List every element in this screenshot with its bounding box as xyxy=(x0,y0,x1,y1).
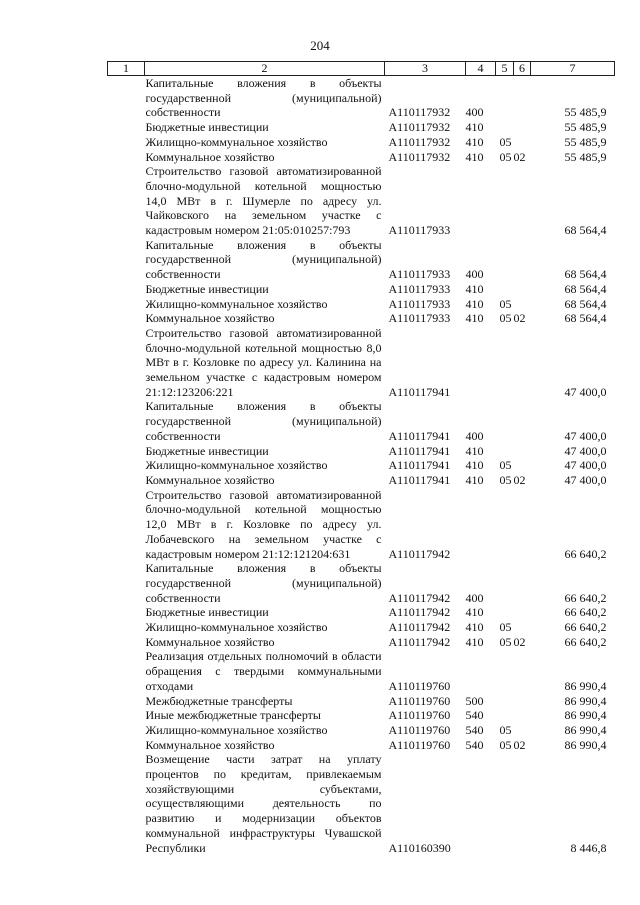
row-amount: 47 400,0 xyxy=(564,458,607,473)
row-amount: 86 990,4 xyxy=(564,722,607,737)
row-amount: 8 446,8 xyxy=(570,840,607,855)
row-rz: 05 xyxy=(499,472,512,487)
row-name: Бюджетные инвестиции xyxy=(145,281,269,296)
row-code: А110117932 xyxy=(388,149,451,164)
row-vr xyxy=(466,752,496,855)
table-row xyxy=(108,399,615,443)
row-code: А110117941 xyxy=(388,428,451,443)
row-name: Жилищно-коммунальное хозяйство xyxy=(145,134,328,149)
row-code: А110117933 xyxy=(388,223,451,238)
row-code: А110117933 xyxy=(388,311,451,326)
row-name: Реализация отдельных полномочий в области обращения с твердыми коммунальными отходами xyxy=(145,649,382,693)
empty-cell xyxy=(108,635,145,650)
row-name: Бюджетные инвестиции xyxy=(145,605,269,620)
row-amount: 66 640,2 xyxy=(564,590,607,605)
row-code: А110117942 xyxy=(388,634,451,649)
row-vr: 410 xyxy=(465,605,484,620)
row-name: Строительство газовой автоматизированной блочно-модульной котельной мощностью 12,0 МВт в г. Козловке по адресу ул. Лобачевского на земельном участке с кадастровым номером 21:12:121204:631 xyxy=(145,487,382,561)
empty-cell xyxy=(108,135,145,150)
row-code: А110117942 xyxy=(388,546,451,561)
row-vr: 410 xyxy=(465,634,484,649)
table-row xyxy=(108,605,615,620)
row-name: Бюджетные инвестиции xyxy=(145,120,269,135)
empty-cell xyxy=(108,297,145,312)
row-vr: 410 xyxy=(465,134,484,149)
row-name: Иные межбюджетные трансферты xyxy=(145,708,321,723)
row-vr: 540 xyxy=(465,737,484,752)
row-amount: 47 400,0 xyxy=(564,443,607,458)
empty-cell xyxy=(108,620,145,635)
row-rz: 05 xyxy=(499,737,512,752)
row-pr: 02 xyxy=(513,311,526,326)
table-row xyxy=(108,135,615,150)
row-vr xyxy=(466,488,496,562)
row-vr: 410 xyxy=(465,620,484,635)
row-name: Возмещение части затрат на уплату процентов по кредитам, привлекаемым хозяйствующими субъектами, осуществляющими деятельность по развитию и модернизации объектов коммунальной инфраструктуры Чувашской Республики xyxy=(145,752,382,855)
row-vr: 400 xyxy=(465,267,484,282)
table-row xyxy=(108,738,615,753)
row-rz xyxy=(496,76,514,121)
row-pr xyxy=(514,135,531,150)
column-header: 4 xyxy=(466,62,496,76)
row-name: Капитальные вложения в объекты государственной (муниципальной) собственности xyxy=(145,561,382,605)
row-code: А110117933 xyxy=(388,267,451,282)
empty-cell xyxy=(108,708,145,723)
row-rz xyxy=(496,752,514,855)
row-rz: 05 xyxy=(499,134,512,149)
row-amount: 66 640,2 xyxy=(564,620,607,635)
table-row xyxy=(108,238,615,282)
row-pr: 02 xyxy=(513,737,526,752)
row-name: Строительство газовой автоматизированной блочно-модульной котельной мощностью 8,0 МВт в г. Козловке по адресу ул. Калинина на земельном участке с кадастровым номером 21:12:123206:221 xyxy=(145,325,382,399)
row-vr xyxy=(466,326,496,400)
table-header-row xyxy=(108,62,615,76)
row-rz xyxy=(496,708,514,723)
row-name: Жилищно-коммунальное хозяйство xyxy=(145,296,328,311)
column-header: 2 xyxy=(145,62,385,76)
row-vr: 540 xyxy=(465,708,484,723)
empty-cell xyxy=(108,326,145,400)
row-code: А110117932 xyxy=(388,105,451,120)
row-pr xyxy=(514,723,531,738)
row-rz xyxy=(496,238,514,282)
row-amount: 47 400,0 xyxy=(564,384,607,399)
row-vr: 500 xyxy=(465,693,484,708)
row-name: Коммунальное хозяйство xyxy=(145,737,275,752)
empty-cell xyxy=(108,150,145,165)
row-code: А110119760 xyxy=(388,693,451,708)
row-name: Капитальные вложения в объекты государственной (муниципальной) собственности xyxy=(145,237,382,282)
empty-cell xyxy=(108,282,145,297)
row-vr xyxy=(466,649,496,693)
row-name: Коммунальное хозяйство xyxy=(145,311,275,326)
row-pr xyxy=(514,399,531,443)
empty-cell xyxy=(108,164,145,238)
row-amount: 86 990,4 xyxy=(564,737,607,752)
empty-cell xyxy=(108,694,145,709)
row-pr xyxy=(514,444,531,459)
row-pr xyxy=(514,605,531,620)
row-vr: 410 xyxy=(465,443,484,458)
row-code: А110117942 xyxy=(388,590,451,605)
table-row xyxy=(108,694,615,709)
row-pr: 02 xyxy=(513,149,526,164)
row-code: А110160390 xyxy=(388,840,451,855)
row-code: А110119760 xyxy=(388,737,451,752)
row-pr xyxy=(514,297,531,312)
row-amount: 68 564,4 xyxy=(564,223,607,238)
row-name: Капитальные вложения в объекты государственной (муниципальной) собственности xyxy=(145,76,382,120)
row-pr xyxy=(514,458,531,473)
row-pr xyxy=(514,120,531,135)
row-amount: 66 640,2 xyxy=(564,634,607,649)
empty-cell xyxy=(108,738,145,753)
row-pr xyxy=(514,238,531,282)
row-rz xyxy=(496,399,514,443)
page-number: 204 xyxy=(310,38,330,53)
row-vr: 410 xyxy=(465,458,484,473)
row-name: Коммунальное хозяйство xyxy=(145,634,275,649)
row-amount: 86 990,4 xyxy=(564,678,607,693)
table-row xyxy=(108,649,615,693)
table-row xyxy=(108,76,615,121)
row-pr xyxy=(514,649,531,693)
empty-cell xyxy=(108,238,145,282)
row-pr xyxy=(514,488,531,562)
row-code: А110119760 xyxy=(388,708,451,723)
row-rz xyxy=(496,326,514,400)
row-pr: 02 xyxy=(513,634,526,649)
budget-table xyxy=(107,61,615,855)
row-rz xyxy=(496,694,514,709)
row-pr xyxy=(514,752,531,855)
row-vr: 410 xyxy=(465,296,484,311)
row-rz: 05 xyxy=(499,311,512,326)
row-pr xyxy=(514,326,531,400)
row-pr xyxy=(514,561,531,605)
row-name: Строительство газовой автоматизированной блочно-модульной котельной мощностью 14,0 МВт в г. Шумерле по адресу ул. Чайковского на земельном участке с кадастровым номером 21:05:010257:793 xyxy=(145,164,382,238)
row-name: Капитальные вложения в объекты государственной (муниципальной) собственности xyxy=(145,399,382,443)
row-pr xyxy=(514,164,531,238)
empty-cell xyxy=(108,458,145,473)
row-code: А110117942 xyxy=(388,605,451,620)
table-row xyxy=(108,297,615,312)
row-vr: 410 xyxy=(465,120,484,135)
empty-cell xyxy=(108,399,145,443)
table-row xyxy=(108,561,615,605)
table-row xyxy=(108,150,615,165)
row-name: Коммунальное хозяйство xyxy=(145,149,275,164)
row-rz xyxy=(496,164,514,238)
row-rz xyxy=(496,488,514,562)
row-code: А110117933 xyxy=(388,296,451,311)
table-row xyxy=(108,164,615,238)
column-header: 6 xyxy=(514,62,531,76)
empty-cell xyxy=(108,752,145,855)
row-amount: 68 564,4 xyxy=(564,296,607,311)
row-vr: 540 xyxy=(465,722,484,737)
empty-cell xyxy=(108,311,145,326)
row-amount: 68 564,4 xyxy=(564,267,607,282)
empty-cell xyxy=(108,723,145,738)
table-row xyxy=(108,458,615,473)
table-row xyxy=(108,473,615,488)
table-row xyxy=(108,723,615,738)
row-name: Жилищно-коммунальное хозяйство xyxy=(145,722,328,737)
row-code: А110117932 xyxy=(388,120,451,135)
row-pr xyxy=(514,76,531,121)
row-rz: 05 xyxy=(499,149,512,164)
row-vr: 400 xyxy=(465,105,484,120)
row-name: Межбюджетные трансферты xyxy=(145,693,293,708)
table-row xyxy=(108,752,615,855)
row-code: А110117932 xyxy=(388,134,451,149)
empty-cell xyxy=(108,444,145,459)
row-vr: 400 xyxy=(465,590,484,605)
row-pr: 02 xyxy=(513,472,526,487)
row-pr xyxy=(514,694,531,709)
row-rz: 05 xyxy=(499,458,512,473)
empty-cell xyxy=(108,488,145,562)
table-row xyxy=(108,311,615,326)
empty-cell xyxy=(108,120,145,135)
row-rz xyxy=(496,605,514,620)
column-header: 5 xyxy=(496,62,514,76)
row-code: А110117941 xyxy=(388,443,451,458)
row-vr: 410 xyxy=(465,149,484,164)
row-amount: 68 564,4 xyxy=(564,311,607,326)
row-name: Коммунальное хозяйство xyxy=(145,472,275,487)
row-pr xyxy=(514,620,531,635)
row-rz xyxy=(496,444,514,459)
row-rz xyxy=(496,282,514,297)
row-name: Жилищно-коммунальное хозяйство xyxy=(145,458,328,473)
table-row xyxy=(108,120,615,135)
empty-cell xyxy=(108,605,145,620)
row-amount: 86 990,4 xyxy=(564,708,607,723)
empty-cell xyxy=(108,561,145,605)
column-header: 1 xyxy=(108,62,145,76)
row-amount: 47 400,0 xyxy=(564,428,607,443)
empty-cell xyxy=(108,649,145,693)
row-name: Жилищно-коммунальное хозяйство xyxy=(145,620,328,635)
row-amount: 55 485,9 xyxy=(564,134,607,149)
row-amount: 55 485,9 xyxy=(564,120,607,135)
row-name: Бюджетные инвестиции xyxy=(145,443,269,458)
row-vr xyxy=(466,164,496,238)
table-row xyxy=(108,326,615,400)
row-amount: 55 485,9 xyxy=(564,105,607,120)
table-row xyxy=(108,620,615,635)
empty-cell xyxy=(108,76,145,121)
row-amount: 86 990,4 xyxy=(564,693,607,708)
row-vr: 410 xyxy=(465,472,484,487)
row-code: А110117941 xyxy=(388,472,451,487)
row-vr: 410 xyxy=(465,281,484,296)
row-vr: 410 xyxy=(465,311,484,326)
row-code: А110117941 xyxy=(388,384,451,399)
row-rz: 05 xyxy=(499,634,512,649)
row-code: А110117942 xyxy=(388,620,451,635)
row-amount: 47 400,0 xyxy=(564,472,607,487)
row-amount: 68 564,4 xyxy=(564,281,607,296)
table-row xyxy=(108,635,615,650)
table-row xyxy=(108,708,615,723)
row-pr xyxy=(514,708,531,723)
row-rz xyxy=(496,120,514,135)
row-rz: 05 xyxy=(499,722,512,737)
table-row xyxy=(108,444,615,459)
table-row xyxy=(108,488,615,562)
row-amount: 55 485,9 xyxy=(564,149,607,164)
row-code: А110117933 xyxy=(388,281,451,296)
row-rz xyxy=(496,649,514,693)
row-pr xyxy=(514,282,531,297)
table-row xyxy=(108,282,615,297)
row-rz xyxy=(496,561,514,605)
table-body xyxy=(108,76,615,856)
row-code: А110119760 xyxy=(388,678,451,693)
column-header: 3 xyxy=(385,62,466,76)
column-header: 7 xyxy=(531,62,615,76)
row-amount: 66 640,2 xyxy=(564,546,607,561)
empty-cell xyxy=(108,473,145,488)
row-vr: 400 xyxy=(465,428,484,443)
row-rz: 05 xyxy=(499,620,512,635)
row-amount: 66 640,2 xyxy=(564,605,607,620)
row-rz: 05 xyxy=(499,296,512,311)
row-code: А110117941 xyxy=(388,458,451,473)
row-code: А110119760 xyxy=(388,722,451,737)
